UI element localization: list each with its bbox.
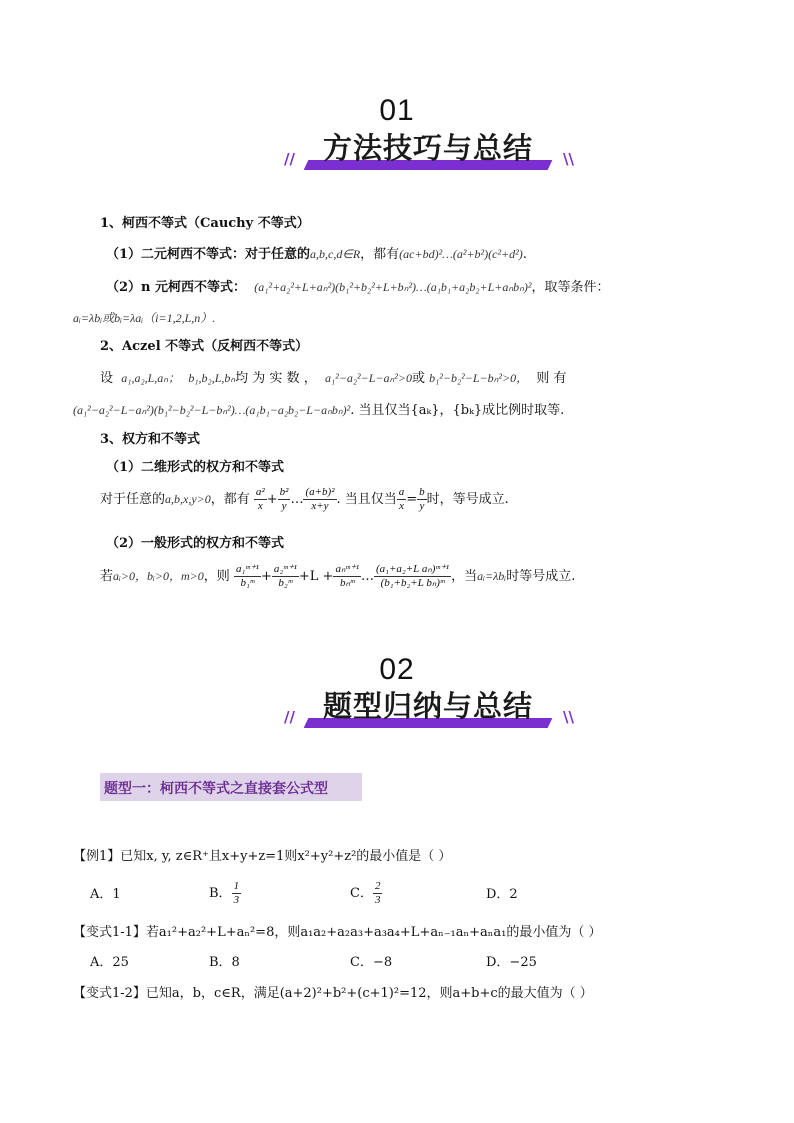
- ex1-option-d[interactable]: D．2: [486, 887, 518, 902]
- section-number-01: 01: [379, 94, 415, 127]
- fraction: $\frac{\text{a₂ᵐ⁺¹}}{\text{b₂ᵐ}}$: [273, 563, 297, 589]
- left-slash-mark: //: [284, 708, 295, 726]
- subheading-2d-power-sum: （1）二维形式的权方和不等式: [106, 460, 285, 475]
- v11-option-b[interactable]: B．8: [209, 955, 240, 970]
- text: . 当且仅当: [336, 492, 397, 507]
- para-aczel-2: [73, 401, 564, 420]
- text: 对于任意的: [100, 492, 166, 507]
- section-number-02: 02: [379, 653, 415, 686]
- formula: b₁²−b₂²−L−bₙ²>0，: [429, 371, 529, 385]
- text: 时，等号成立.: [426, 492, 509, 507]
- heading-cauchy: 1、柯西不等式（Cauchy 不等式）: [100, 216, 310, 231]
- text: ，都有: [360, 247, 400, 262]
- label: （1）二元柯西不等式：对于任意的: [106, 247, 311, 262]
- text: 或: [411, 371, 425, 386]
- text: . 当且仅当{aₖ}，{bₖ}成比例时取等.: [350, 403, 565, 418]
- ex1-option-b[interactable]: [209, 880, 241, 907]
- fraction: $\frac{2}{3}$: [374, 880, 381, 906]
- heading-aczel: 2、Aczel 不等式（反柯西不等式）: [100, 339, 309, 354]
- formula: a,b,x,y>0: [165, 492, 211, 506]
- v11-option-c[interactable]: C．−8: [350, 955, 393, 970]
- ex1-option-c[interactable]: [350, 880, 382, 907]
- para-equality-cond: [73, 309, 215, 328]
- section-title: 题型归纳与总结: [322, 689, 533, 723]
- fraction: $\frac{\text{a₁ᵐ⁺¹}}{\text{b₁ᵐ}}$: [235, 563, 259, 589]
- text: 若: [100, 569, 114, 584]
- text: .: [522, 247, 527, 262]
- v11-option-a[interactable]: A．25: [90, 955, 129, 970]
- label: （2）n 元柯西不等式：: [106, 280, 247, 295]
- formula: b₁,b₂,L,bₙ: [188, 371, 236, 385]
- right-slash-mark: \\: [563, 708, 574, 726]
- fraction: $\frac{b}{y}$: [419, 486, 425, 512]
- formula: aᵢ=λbᵢ: [477, 569, 507, 583]
- para-aczel-1: [100, 369, 567, 388]
- option-letter: C．: [350, 886, 373, 901]
- tag-label: 题型一：柯西不等式之直接套公式型: [104, 781, 328, 797]
- text: 则 有: [536, 371, 567, 386]
- section-banner-01: [284, 128, 574, 172]
- fraction: $\frac{\text{aₙᵐ⁺¹}}{\text{bₙᵐ}}$: [335, 563, 360, 589]
- section-banner-02: [284, 686, 574, 730]
- formula: (a₁²−a₂²−L−aₙ²)(b₁²−b₂²−L−bₙ²)…(a₁b₁−a₂b₂−L−aₙbₙ)²: [73, 403, 351, 417]
- fraction: $\frac{\text{b²}}{y}$: [279, 486, 289, 512]
- example-1-question: 【例1】已知x, y, z∈R⁺且x+y+z=1则x²+y²+z²的最小值是（ ）: [73, 849, 452, 864]
- formula: (a₁²+a₂²+L+aₙ²)(b₁²+b₂²+L+bₙ²)…(a₁b₁+a₂b₂+L+aₙbₙ)²: [254, 280, 532, 294]
- para-nd-cauchy: [106, 278, 610, 297]
- right-slash-mark: \\: [563, 150, 574, 168]
- text: 均 为 实 数 ，: [235, 371, 317, 386]
- subheading-general-power-sum: （2）一般形式的权方和不等式: [106, 536, 285, 551]
- left-slash-mark: //: [284, 150, 295, 168]
- fraction: $\frac{1}{3}$: [233, 880, 240, 906]
- formula: aᵢ>0，bᵢ>0，m>0: [113, 569, 204, 583]
- text: 时等号成立.: [506, 569, 576, 584]
- para-2d-power-sum: 对于任意的a,b,x,y>0，都有 $\frac{\text{a²}}{x}$ + $\frac{\text{b²}}{y}$ … $\frac{\text{(a+b)²}}{x+y}$ . 当且仅当 $\frac{a}{x}$ = $\frac{b}{y}$ 时，等号成立.: [100, 486, 509, 512]
- fraction: $\frac{\text{(a₁+a₂+L aₙ)ᵐ⁺¹}}{\text{(b₁+b₂+L bₙ)ᵐ}}$: [376, 563, 450, 589]
- text: 设: [100, 371, 114, 386]
- formula: a₁,a₂,L,aₙ；: [121, 371, 181, 385]
- text: ，则: [203, 569, 230, 584]
- ex1-option-a[interactable]: A．1: [90, 887, 121, 902]
- formula: (ac+bd)²…(a²+b²)(c²+d²): [399, 247, 523, 261]
- variant-1-2-question: 【变式1-2】已知a，b，c∈R，满足(a+2)²+b²+(c+1)²=12，则a+b+c的最大值为（ ）: [73, 986, 593, 1001]
- fraction: $\frac{a}{x}$: [398, 486, 405, 512]
- fraction: $\frac{\text{a²}}{x}$: [255, 486, 265, 512]
- formula: aᵢ=λbᵢ或bᵢ=λaᵢ（i=1,2,L,n）.: [73, 311, 216, 325]
- v11-option-d[interactable]: D．−25: [486, 955, 537, 970]
- fraction: $\frac{\text{(a+b)²}}{x+y}$: [305, 486, 335, 512]
- para-general-power-sum: 若aᵢ>0，bᵢ>0，m>0，则 $\frac{\text{a₁ᵐ⁺¹}}{\text{b₁ᵐ}}$ + $\frac{\text{a₂ᵐ⁺¹}}{\text{b₂ᵐ}}$ +L + $\frac{\text{aₙᵐ⁺¹}}{\text{bₙᵐ}}$ … $\frac{\text{(a₁+a₂+L aₙ)ᵐ⁺¹}}{\text{(b₁+b₂+L bₙ)ᵐ}}$ ，当aᵢ=λbᵢ时等号成立.: [100, 563, 576, 589]
- formula: a₁²−a₂²−L−aₙ²>0: [324, 371, 412, 385]
- question-type-tag: [100, 773, 362, 801]
- text: ，当: [451, 569, 478, 584]
- variant-1-1-question: 【变式1-1】若a₁²+a₂²+L+aₙ²=8，则a₁a₂+a₂a₃+a₃a₄+L+aₙ₋₁aₙ+aₙa₁的最小值为（ ）: [73, 925, 602, 940]
- text: ，取等条件：: [531, 280, 610, 295]
- para-2d-cauchy: [106, 245, 527, 264]
- option-letter: B．: [209, 886, 232, 901]
- formula: a,b,c,d∈R: [310, 247, 361, 261]
- section-title: 方法技巧与总结: [322, 131, 533, 165]
- text: ，都有: [210, 492, 250, 507]
- heading-power-sum: 3、权方和不等式: [100, 432, 201, 447]
